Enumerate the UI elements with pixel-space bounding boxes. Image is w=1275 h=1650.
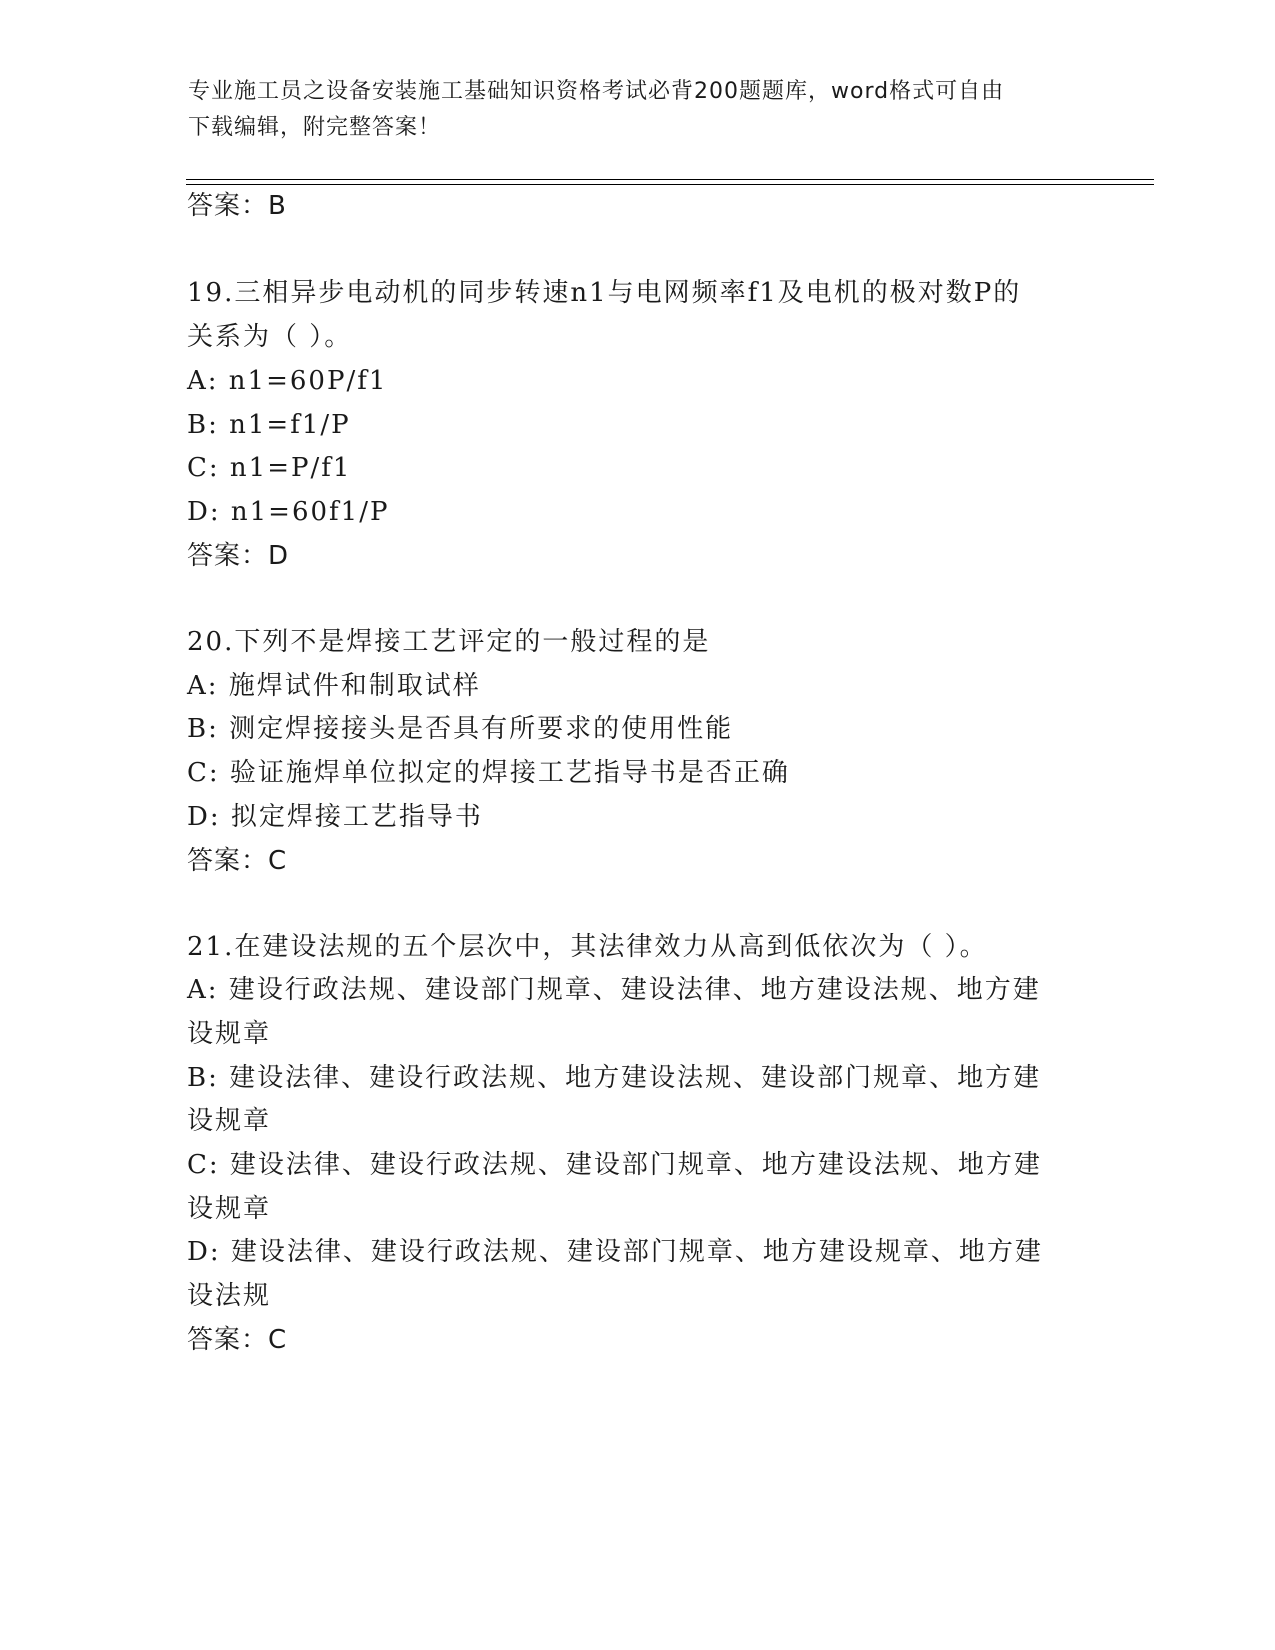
q19-stem-line-1: 19.三相异步电动机的同步转速n1与电网频率f1及电机的极对数P的 (187, 278, 1022, 308)
header-rule-bottom (186, 184, 1154, 185)
header-line-2: 下载编辑，附完整答案！ (188, 115, 442, 140)
q21-option-c-line-1: C: 建设法律、建设行政法规、建设部门规章、地方建设法规、地方建 (187, 1150, 1042, 1180)
header-rule-top (186, 179, 1154, 180)
q20-option-d: D: 拟定焊接工艺指导书 (187, 802, 483, 832)
q19-stem-line-2: 关系为（ ）。 (187, 322, 353, 352)
q20-option-c: C: 验证施焊单位拟定的焊接工艺指导书是否正确 (187, 758, 790, 788)
page-header (188, 74, 1068, 146)
q20-answer: 答案：C (187, 846, 288, 876)
q21-option-c-line-2: 设规章 (187, 1194, 272, 1224)
q21-option-b-line-1: B: 建设法律、建设行政法规、地方建设法规、建设部门规章、地方建 (187, 1063, 1042, 1093)
previous-answer: 答案：B (187, 191, 287, 221)
q21-option-a-line-1: A: 建设行政法规、建设部门规章、建设法律、地方建设法规、地方建 (187, 975, 1041, 1005)
q19-answer: 答案：D (187, 541, 290, 571)
q19-option-a: A: n1=60P/f1 (187, 366, 388, 396)
q20-stem: 20.下列不是焊接工艺评定的一般过程的是 (187, 627, 711, 657)
q21-answer: 答案：C (187, 1325, 288, 1355)
q19-option-d: D: n1=60f1/P (187, 497, 390, 527)
q21-option-a-line-2: 设规章 (187, 1019, 272, 1049)
q21-option-d-line-2: 设法规 (187, 1281, 272, 1311)
q21-option-b-line-2: 设规章 (187, 1106, 272, 1136)
header-line-1: 专业施工员之设备安装施工基础知识资格考试必背200题题库，word格式可自由 (188, 79, 1005, 104)
q20-option-a: A: 施焊试件和制取试样 (187, 671, 481, 701)
q19-option-b: B: n1=f1/P (187, 410, 351, 440)
q21-stem: 21.在建设法规的五个层次中，其法律效力从高到低依次为（ ）。 (187, 932, 988, 962)
q19-option-c: C: n1=P/f1 (187, 453, 352, 483)
q21-option-d-line-1: D: 建设法律、建设行政法规、建设部门规章、地方建设规章、地方建 (187, 1237, 1043, 1267)
q20-option-b: B: 测定焊接接头是否具有所要求的使用性能 (187, 714, 734, 744)
